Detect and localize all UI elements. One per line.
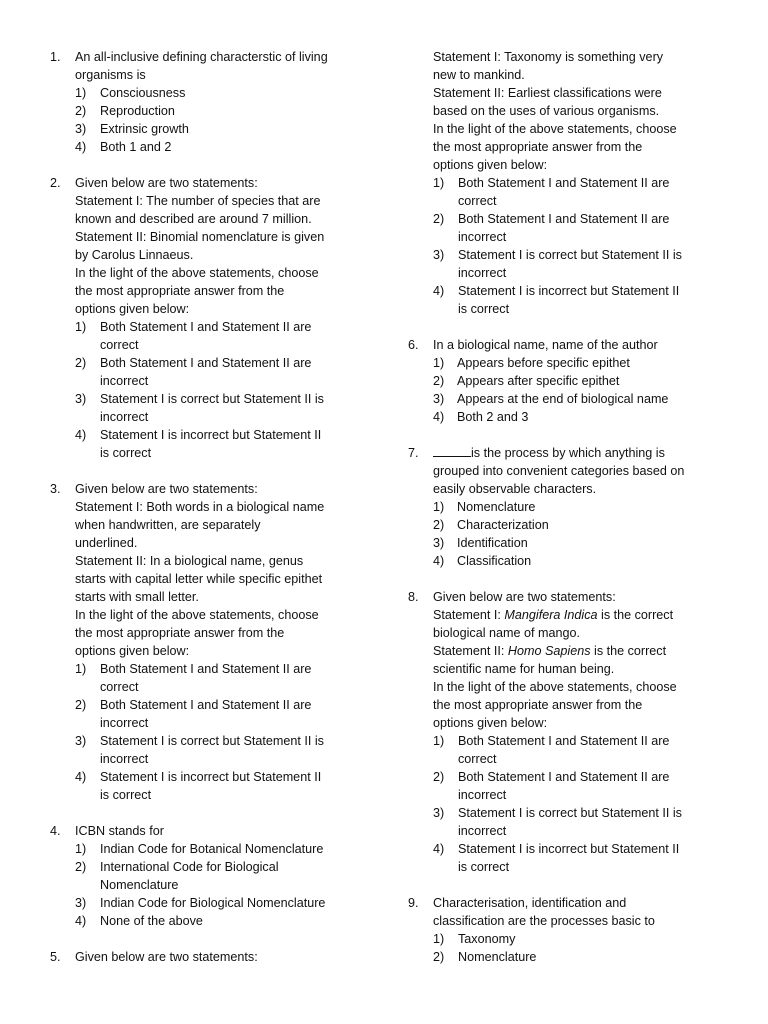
fill-in-blank — [433, 444, 471, 457]
question-7 — [408, 444, 728, 570]
question-text-line: based on the uses of various organisms. — [433, 104, 660, 118]
option-number: 2) — [433, 518, 445, 532]
option-text: is correct — [458, 302, 510, 316]
question-number: 1. — [50, 50, 61, 64]
option-text: Indian Code for Botanical Nomenclature — [100, 842, 324, 856]
option-text: Nomenclature — [100, 878, 179, 892]
question-8 — [408, 588, 728, 876]
question-text-line: options given below: — [75, 302, 190, 316]
option-text: correct — [458, 194, 497, 208]
option-text: is correct — [100, 788, 152, 802]
option-number: 4) — [433, 842, 445, 856]
option-number: 4) — [75, 140, 87, 154]
option-text: Extrinsic growth — [100, 122, 189, 136]
options-list — [75, 318, 368, 462]
option-number: 4) — [75, 428, 87, 442]
option-4 — [75, 912, 368, 930]
option-text: Appears before specific epithet — [457, 356, 630, 370]
option-text: Both Statement I and Statement II are — [100, 698, 312, 712]
question-text: is the process by which anything is — [471, 446, 665, 460]
option-number: 2) — [75, 104, 87, 118]
option-number: 3) — [433, 392, 445, 406]
option-2 — [75, 354, 368, 390]
option-number: 1) — [75, 320, 87, 334]
options-list — [433, 732, 728, 876]
option-2 — [433, 768, 728, 804]
question-text-line: Statement I: The number of species that are — [75, 194, 321, 208]
option-1 — [433, 930, 728, 948]
question-text-line: In the light of the above statements, choose — [433, 680, 677, 694]
question-1 — [50, 48, 368, 156]
option-text: Statement I is incorrect but Statement II — [458, 284, 680, 298]
option-2 — [433, 948, 728, 966]
question-number: 7. — [408, 446, 419, 460]
left-column — [50, 48, 368, 984]
question-text-line: when handwritten, are separately — [75, 518, 261, 532]
option-text: Classification — [457, 554, 532, 568]
option-2 — [433, 210, 728, 246]
question-5 — [50, 948, 368, 966]
option-number: 3) — [75, 896, 87, 910]
question-text-line: options given below: — [433, 158, 548, 172]
question-text-line: In the light of the above statements, choose — [433, 122, 677, 136]
question-9 — [408, 894, 728, 966]
question-text-line: Given below are two statements: — [75, 176, 258, 190]
option-3 — [75, 732, 368, 768]
option-4 — [433, 408, 728, 426]
option-number: 4) — [433, 284, 445, 298]
option-text: Statement I is correct but Statement II is — [458, 806, 682, 820]
option-text: Reproduction — [100, 104, 175, 118]
option-number: 3) — [75, 734, 87, 748]
option-number: 2) — [433, 212, 445, 226]
option-text: Statement I is incorrect but Statement II — [458, 842, 680, 856]
option-number: 4) — [75, 770, 87, 784]
option-number: 3) — [75, 122, 87, 136]
question-text-line — [433, 642, 728, 660]
question-text-line: Characterisation, identification and — [433, 896, 627, 910]
option-number: 2) — [75, 860, 87, 874]
option-number: 2) — [75, 356, 87, 370]
question-text-line: In a biological name, name of the author — [433, 338, 658, 352]
option-text: Appears at the end of biological name — [457, 392, 669, 406]
option-number: 1) — [433, 734, 445, 748]
option-1 — [75, 840, 368, 858]
question-number: 8. — [408, 590, 419, 604]
question-number: 9. — [408, 896, 419, 910]
question-text-line: underlined. — [75, 536, 138, 550]
option-text: Statement I is incorrect but Statement II — [100, 428, 322, 442]
option-number: 4) — [433, 410, 445, 424]
options-list — [75, 660, 368, 804]
question-number: 6. — [408, 338, 419, 352]
question-text-line: the most appropriate answer from the — [75, 284, 285, 298]
option-number: 1) — [433, 500, 445, 514]
option-text: Both Statement I and Statement II are — [100, 320, 312, 334]
question-text-line: biological name of mango. — [433, 626, 581, 640]
question-text-line: ICBN stands for — [75, 824, 164, 838]
option-number: 1) — [433, 176, 445, 190]
option-text: Both Statement I and Statement II are — [458, 770, 670, 784]
option-number: 3) — [433, 806, 445, 820]
statement-suffix: is the correct — [597, 608, 674, 622]
question-number: 4. — [50, 824, 61, 838]
question-text-line: Statement I: Taxonomy is something very — [433, 50, 664, 64]
option-number: 3) — [75, 392, 87, 406]
option-text: Nomenclature — [458, 950, 537, 964]
option-text: Statement I is correct but Statement II is — [100, 734, 324, 748]
question-text-line: Statement II: In a biological name, genus — [75, 554, 304, 568]
question-text-line: grouped into convenient categories based on — [433, 464, 685, 478]
right-column — [408, 48, 728, 984]
option-3 — [75, 894, 368, 912]
option-2 — [75, 102, 368, 120]
options-list — [433, 498, 728, 570]
option-4 — [433, 282, 728, 318]
question-text-line: Given below are two statements: — [433, 590, 616, 604]
option-text: Characterization — [457, 518, 549, 532]
option-text: incorrect — [100, 752, 149, 766]
option-text: incorrect — [458, 788, 507, 802]
question-text-line: by Carolus Linnaeus. — [75, 248, 194, 262]
question-text-line: starts with small letter. — [75, 590, 199, 604]
question-text-line: options given below: — [433, 716, 548, 730]
statement-suffix: is the correct — [590, 644, 667, 658]
option-text: Statement I is correct but Statement II is — [100, 392, 324, 406]
option-3 — [75, 120, 368, 138]
option-number: 1) — [75, 86, 87, 100]
option-text: Statement I is correct but Statement II is — [458, 248, 682, 262]
options-list — [75, 84, 368, 156]
option-1 — [433, 354, 728, 372]
option-text: is correct — [100, 446, 152, 460]
option-1 — [75, 660, 368, 696]
option-text: incorrect — [458, 266, 507, 280]
question-text-line: Given below are two statements: — [75, 950, 258, 964]
option-4 — [75, 426, 368, 462]
question-number: 5. — [50, 950, 61, 964]
option-4 — [433, 552, 728, 570]
question-text-line: known and described are around 7 million. — [75, 212, 312, 226]
options-list — [433, 354, 728, 426]
question-text-line: Statement II: Binomial nomenclature is given — [75, 230, 325, 244]
option-text: Appears after specific epithet — [457, 374, 620, 388]
question-2 — [50, 174, 368, 462]
option-2 — [75, 858, 368, 894]
option-1 — [433, 174, 728, 210]
option-text: Both Statement I and Statement II are — [458, 176, 670, 190]
question-text-line: An all-inclusive defining characterstic of living — [75, 50, 328, 64]
option-3 — [433, 804, 728, 840]
option-text: None of the above — [100, 914, 203, 928]
question-text-line — [433, 444, 728, 462]
option-2 — [75, 696, 368, 732]
option-text: incorrect — [100, 410, 149, 424]
question-6 — [408, 336, 728, 426]
option-text: Both Statement I and Statement II are — [458, 734, 670, 748]
option-text: Both Statement I and Statement II are — [458, 212, 670, 226]
option-number: 1) — [75, 842, 87, 856]
option-text: incorrect — [458, 230, 507, 244]
statement-prefix: Statement I: — [433, 608, 505, 622]
option-2 — [433, 372, 728, 390]
option-2 — [433, 516, 728, 534]
option-1 — [433, 732, 728, 768]
option-number: 2) — [433, 950, 445, 964]
question-number: 2. — [50, 176, 61, 190]
option-text: Both 1 and 2 — [100, 140, 172, 154]
option-number: 4) — [433, 554, 445, 568]
option-text: International Code for Biological — [100, 860, 279, 874]
question-3 — [50, 480, 368, 804]
question-text-line: Given below are two statements: — [75, 482, 258, 496]
option-number: 2) — [433, 374, 445, 388]
option-3 — [433, 246, 728, 282]
question-text-line: the most appropriate answer from the — [433, 698, 643, 712]
option-number: 2) — [75, 698, 87, 712]
question-text-line: In the light of the above statements, choose — [75, 608, 319, 622]
option-3 — [433, 534, 728, 552]
question-text-line: classification are the processes basic to — [433, 914, 655, 928]
option-4 — [75, 138, 368, 156]
option-text: correct — [100, 680, 139, 694]
option-text: Taxonomy — [458, 932, 516, 946]
option-1 — [75, 318, 368, 354]
question-text-line: Statement II: Earliest classifications were — [433, 86, 662, 100]
option-3 — [75, 390, 368, 426]
option-text: Nomenclature — [457, 500, 536, 514]
option-text: Both 2 and 3 — [457, 410, 529, 424]
question-text-line: In the light of the above statements, choose — [75, 266, 319, 280]
question-4 — [50, 822, 368, 930]
option-text: incorrect — [458, 824, 507, 838]
question-text-line: starts with capital letter while specific epithet — [75, 572, 323, 586]
options-list — [433, 930, 728, 966]
question-5-continued — [408, 48, 728, 318]
option-number: 1) — [433, 932, 445, 946]
option-text: correct — [458, 752, 497, 766]
option-number: 3) — [433, 536, 445, 550]
option-text: correct — [100, 338, 139, 352]
option-text: Identification — [457, 536, 528, 550]
question-text-line: scientific name for human being. — [433, 662, 615, 676]
question-text-line: the most appropriate answer from the — [433, 140, 643, 154]
species-name-italic: Homo Sapiens — [507, 644, 591, 658]
question-text-line: options given below: — [75, 644, 190, 658]
question-text-line: Statement I: Both words in a biological name — [75, 500, 325, 514]
option-4 — [433, 840, 728, 876]
option-number: 4) — [75, 914, 87, 928]
option-text: Statement I is incorrect but Statement II — [100, 770, 322, 784]
question-text-line: the most appropriate answer from the — [75, 626, 285, 640]
option-number: 2) — [433, 770, 445, 784]
option-text: Both Statement I and Statement II are — [100, 662, 312, 676]
option-1 — [75, 84, 368, 102]
options-list — [433, 174, 728, 318]
question-text-line — [433, 606, 728, 624]
option-text: incorrect — [100, 374, 149, 388]
option-4 — [75, 768, 368, 804]
option-text: Indian Code for Biological Nomenclature — [100, 896, 326, 910]
question-number: 3. — [50, 482, 61, 496]
option-1 — [433, 498, 728, 516]
question-text-line: new to mankind. — [433, 68, 525, 82]
option-text: Consciousness — [100, 86, 186, 100]
statement-prefix: Statement II: — [433, 644, 508, 658]
question-text-line: easily observable characters. — [433, 482, 597, 496]
option-text: incorrect — [100, 716, 149, 730]
option-text: is correct — [458, 860, 510, 874]
question-text-line: organisms is — [75, 68, 146, 82]
option-number: 1) — [433, 356, 445, 370]
options-list — [75, 840, 368, 930]
option-3 — [433, 390, 728, 408]
option-text: Both Statement I and Statement II are — [100, 356, 312, 370]
option-number: 1) — [75, 662, 87, 676]
option-number: 3) — [433, 248, 445, 262]
species-name-italic: Mangifera Indica — [504, 608, 598, 622]
